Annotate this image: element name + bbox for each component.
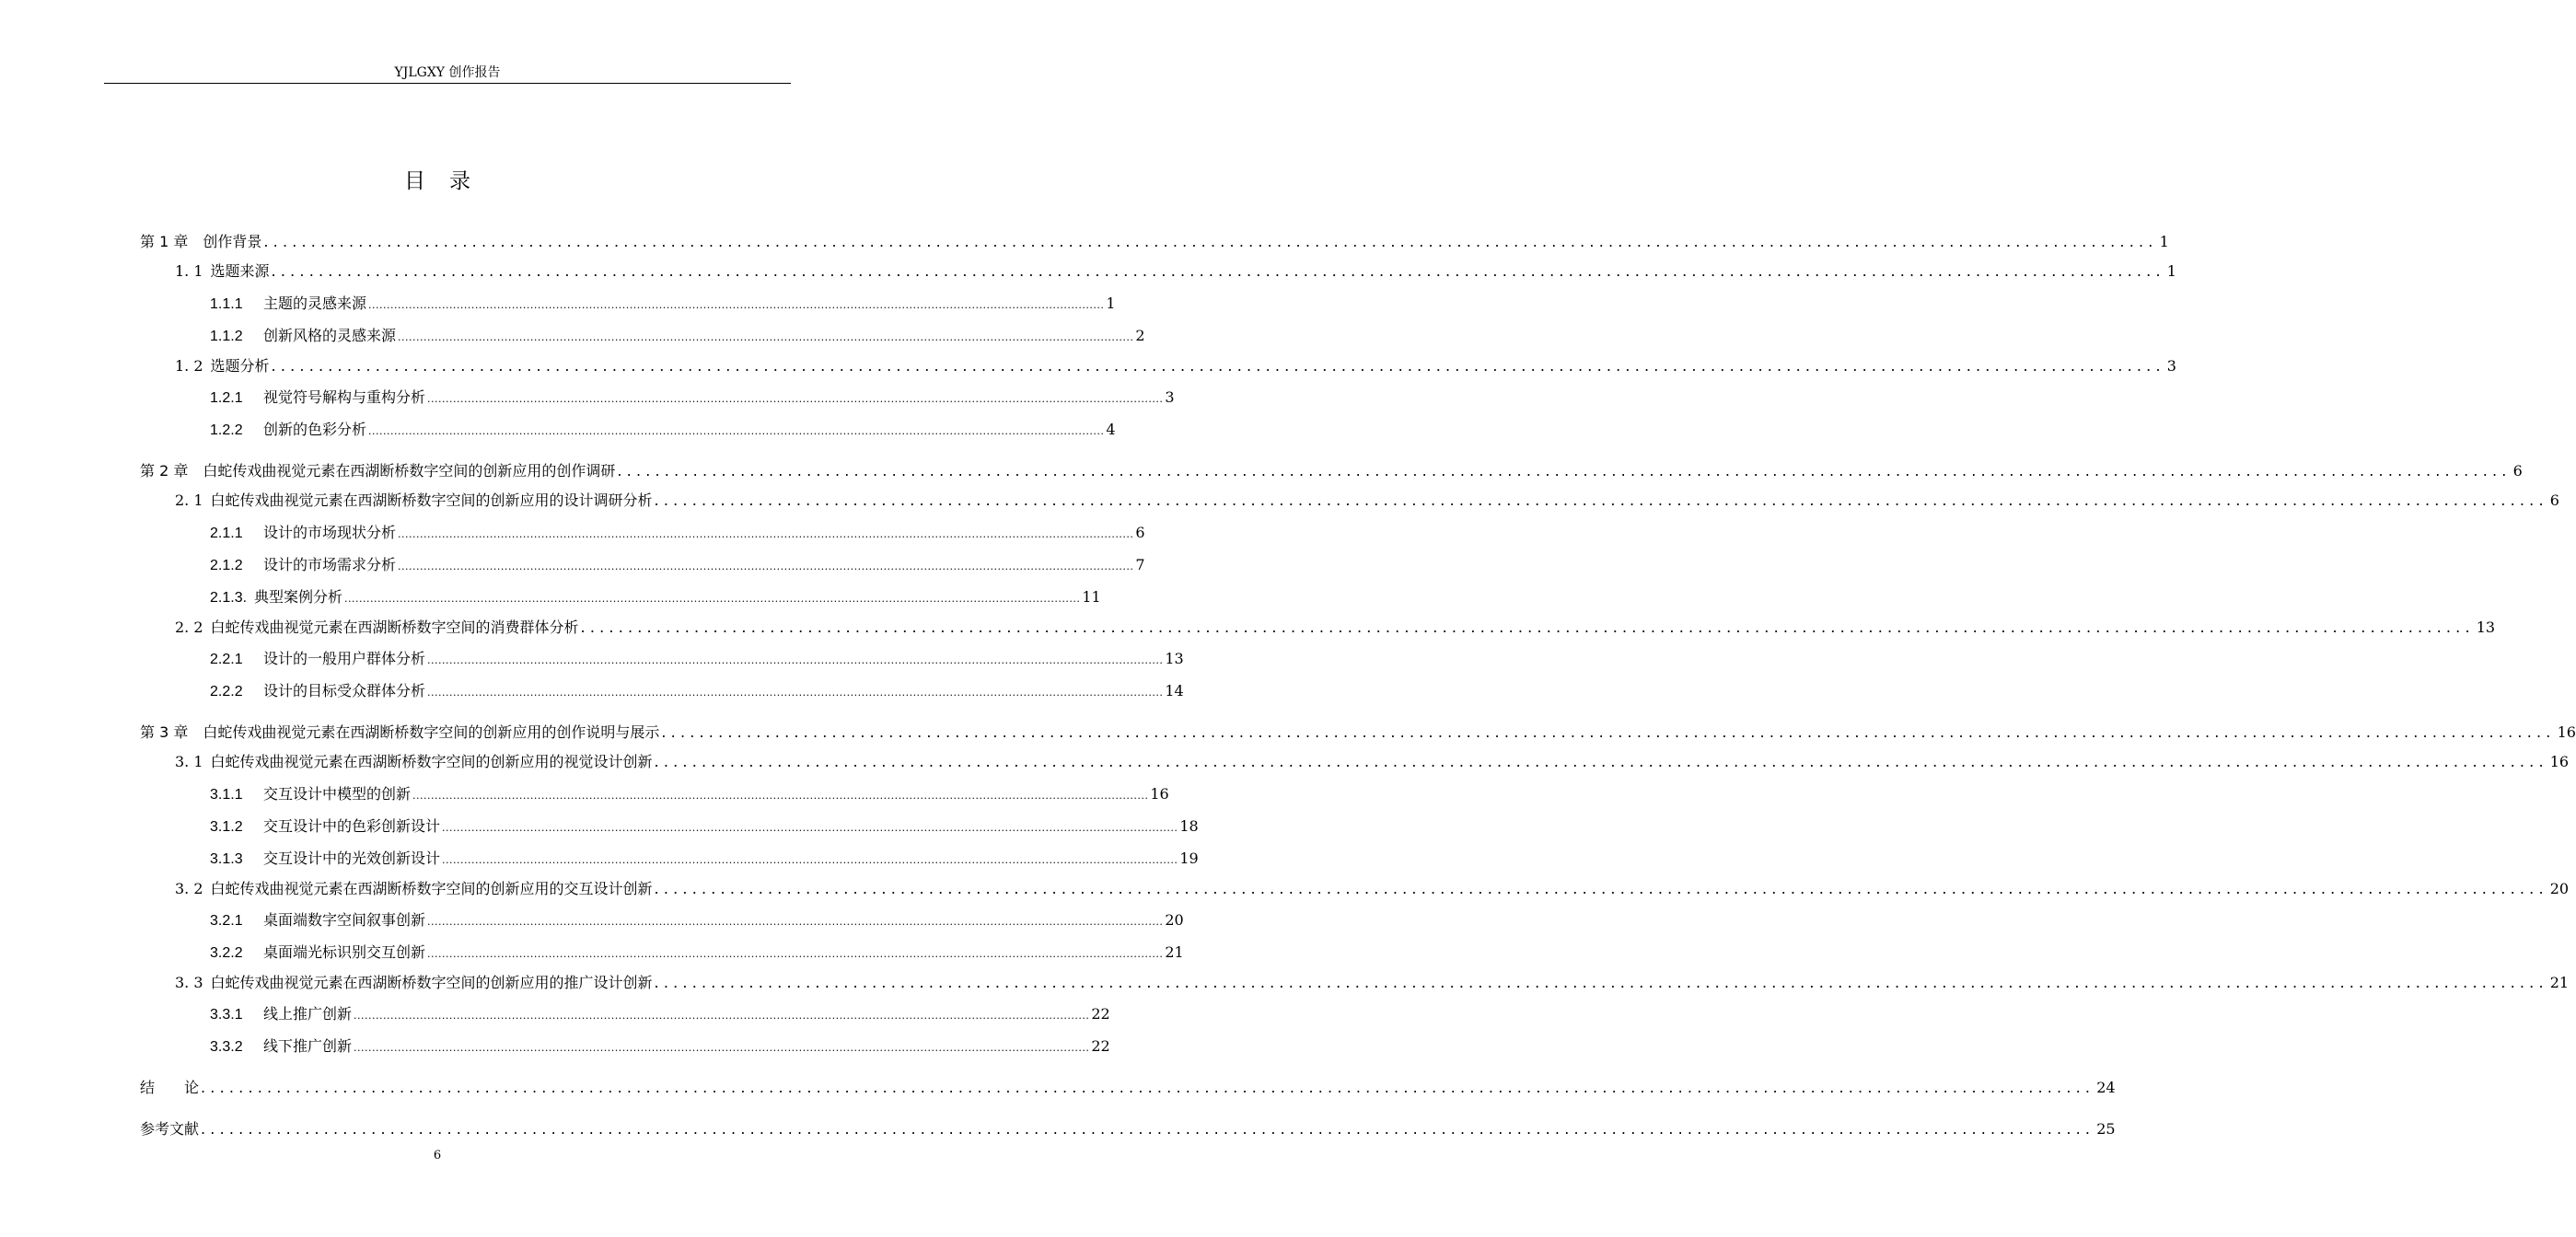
toc-entry-title: 线下推广创新 [263, 1037, 353, 1055]
toc-entry-page: 19 [1179, 850, 1199, 867]
toc-entry[interactable] [175, 617, 2496, 639]
toc-entry-number: 1.2.2 [210, 422, 243, 438]
toc-entry[interactable] [210, 783, 1169, 805]
toc-entry-page: 6 [2549, 491, 2559, 509]
toc-entry[interactable] [210, 325, 1145, 347]
toc-entry-title: 参考文献 [140, 1120, 200, 1138]
toc-dot-leader: ........................................................................................................................................................................................................ [201, 1079, 2095, 1096]
toc-entry-title: 创新的色彩分析 [263, 421, 367, 438]
toc-entry-title: 视觉符号解构与重构分析 [263, 388, 426, 406]
toc-entry-title: 白蛇传戏曲视觉元素在西湖断桥数字空间的创新应用的视觉设计创新 [210, 753, 653, 770]
toc-dot-leader: ........................................................................................................................................................................................................ [354, 1010, 1090, 1022]
toc-entry-page: 13 [2476, 618, 2496, 636]
toc-dot-leader: ........................................................................................................................................................................................................ [427, 393, 1164, 405]
toc-dot-leader: ........................................................................................................................................................................................................ [427, 687, 1164, 699]
toc-entry[interactable] [175, 972, 2570, 994]
toc-entry-page: 2 [1135, 327, 1145, 344]
toc-entry-title: 桌面端数字空间叙事创新 [263, 911, 426, 929]
toc-entry[interactable] [175, 490, 2559, 512]
toc-entry[interactable] [175, 878, 2570, 900]
toc-entry-number: 3.1.1 [210, 787, 243, 803]
toc-entry-number: 1.2.1 [210, 390, 243, 406]
toc-dot-leader: ........................................................................................................................................................................................................ [368, 425, 1105, 437]
toc-entry[interactable] [140, 1118, 2116, 1140]
toc-dot-leader: ........................................................................................................................................................................................................ [580, 618, 2475, 636]
toc-entry[interactable] [210, 522, 1145, 544]
toc-entry-title: 交互设计中的色彩创新设计 [263, 817, 441, 835]
toc-dot-leader: ........................................................................................................................................................................................................ [654, 880, 2548, 897]
toc-entry-title: 创新风格的灵感来源 [263, 327, 397, 344]
toc-entry[interactable] [175, 355, 2176, 377]
toc-entry-number: 1.1.2 [210, 329, 243, 344]
toc-entry-page: 22 [1091, 1005, 1110, 1023]
toc-entry-page: 1 [1106, 295, 1116, 312]
toc-entry-title: 主题的灵感来源 [263, 295, 367, 312]
toc-dot-leader: ........................................................................................................................................................................................................ [442, 854, 1178, 866]
toc-entry[interactable] [175, 751, 2570, 773]
toc-entry-title: 白蛇传戏曲视觉元素在西湖断桥数字空间的创新应用的推广设计创新 [210, 974, 653, 991]
toc-dot-leader: ........................................................................................................................................................................................................ [412, 790, 1149, 802]
toc-entry-title: 白蛇传戏曲视觉元素在西湖断桥数字空间的创新应用的交互设计创新 [210, 880, 653, 897]
toc-entry-number: 2.1.3. [210, 590, 248, 606]
toc-entry-number: 1. 2 [175, 357, 203, 375]
toc-entry[interactable] [210, 848, 1199, 870]
toc-entry[interactable] [210, 680, 1184, 702]
toc-entry-number: 3.3.1 [210, 1007, 243, 1023]
toc-dot-leader: ........................................................................................................................................................................................................ [654, 753, 2548, 770]
toc-entry-page: 20 [2549, 880, 2570, 897]
toc-entry-title: 交互设计中模型的创新 [263, 785, 412, 803]
toc-entry-title: 线上推广创新 [263, 1005, 353, 1023]
toc-entry-page: 21 [1165, 943, 1184, 961]
toc-dot-leader: ........................................................................................................................................................................................................ [271, 357, 2165, 375]
toc-entry-page: 6 [1135, 524, 1145, 541]
toc-dot-leader: ........................................................................................................................................................................................................ [427, 916, 1164, 928]
page-title: 目录 [404, 169, 494, 193]
toc-entry-page: 11 [1082, 588, 1101, 606]
toc-entry-number: 3.3.2 [210, 1039, 243, 1055]
toc-entry-title: 设计的市场需求分析 [263, 556, 397, 573]
toc-entry[interactable] [210, 586, 1101, 608]
toc-entry-page: 13 [1165, 650, 1184, 667]
toc-entry-title: 设计的目标受众群体分析 [263, 682, 426, 699]
toc-entry-number: 3.2.1 [210, 913, 243, 929]
toc-entry-title: 交互设计中的光效创新设计 [263, 850, 441, 867]
toc-entry-number: 2.2.1 [210, 652, 243, 667]
toc-entry-page: 3 [2166, 357, 2176, 375]
toc-dot-leader: ........................................................................................................................................................................................................ [368, 299, 1105, 311]
toc-entry-title: 结 论 [140, 1079, 200, 1096]
running-header: YJLGXY 创作报告 [394, 65, 501, 80]
toc-dot-leader: ........................................................................................................................................................................................................ [201, 1120, 2095, 1138]
toc-dot-leader: ........................................................................................................................................................................................................ [354, 1042, 1090, 1054]
toc-dot-leader: ........................................................................................................................................................................................................ [263, 233, 2158, 250]
toc-entry-page: 14 [1165, 682, 1184, 699]
toc-entry[interactable] [210, 1003, 1110, 1025]
toc-entry-number: 3.1.3 [210, 851, 243, 867]
toc-dot-leader: ........................................................................................................................................................................................................ [427, 948, 1164, 960]
toc-entry-page: 21 [2549, 974, 2570, 991]
toc-dot-leader: ........................................................................................................................................................................................................ [398, 331, 1134, 343]
toc-entry-number: 3. 1 [175, 753, 203, 770]
toc-entry[interactable] [210, 293, 1116, 315]
toc-dot-leader: ........................................................................................................................................................................................................ [344, 593, 1081, 605]
toc-entry[interactable] [175, 260, 2176, 283]
toc-entry-title: 白蛇传戏曲视觉元素在西湖断桥数字空间的创新应用的设计调研分析 [210, 491, 653, 509]
toc-entry-number: 第 3 章 [140, 723, 189, 741]
toc-entry-number: 1. 1 [175, 262, 203, 280]
toc-entry-title: 白蛇传戏曲视觉元素在西湖断桥数字空间的创新应用的创作说明与展示 [203, 723, 660, 741]
toc-entry-page: 1 [2159, 233, 2169, 250]
toc-entry[interactable] [210, 648, 1184, 670]
toc-dot-leader: ........................................................................................................................................................................................................ [427, 654, 1164, 666]
toc-entry-page: 16 [2557, 723, 2576, 741]
toc-dot-leader: ........................................................................................................................................................................................................ [398, 528, 1134, 540]
toc-entry[interactable] [210, 909, 1184, 931]
toc-dot-leader: ........................................................................................................................................................................................................ [617, 462, 2512, 480]
toc-entry-number: 1.1.1 [210, 296, 243, 312]
toc-entry-title: 设计的市场现状分析 [263, 524, 397, 541]
page-number: 6 [433, 1149, 442, 1162]
toc-entry-page: 4 [1106, 421, 1116, 438]
toc-entry-page: 25 [2096, 1120, 2116, 1138]
toc-entry-title: 白蛇传戏曲视觉元素在西湖断桥数字空间的创新应用的创作调研 [203, 462, 616, 480]
toc-entry-number: 3. 2 [175, 880, 203, 897]
toc-entry[interactable] [140, 460, 2523, 482]
toc-dot-leader: ........................................................................................................................................................................................................ [661, 723, 2556, 741]
toc-dot-leader: ........................................................................................................................................................................................................ [271, 262, 2165, 280]
toc-entry-title: 设计的一般用户群体分析 [263, 650, 426, 667]
toc-entry-number: 第 2 章 [140, 462, 189, 480]
toc-entry-page: 20 [1165, 911, 1184, 929]
toc-entry-number: 2.1.2 [210, 558, 243, 573]
toc-dot-leader: ........................................................................................................................................................................................................ [654, 974, 2548, 991]
toc-entry-title: 桌面端光标识别交互创新 [263, 943, 426, 961]
toc-entry-number: 第 1 章 [140, 233, 189, 250]
toc-entry[interactable] [140, 722, 2576, 744]
toc-entry-page: 1 [2166, 262, 2176, 280]
toc-entry-number: 2.2.2 [210, 684, 243, 699]
toc-entry-page: 16 [1150, 785, 1169, 803]
toc-entry-number: 3.1.2 [210, 819, 243, 835]
toc-entry-title: 选题来源 [210, 262, 270, 280]
toc-entry[interactable] [140, 231, 2169, 253]
toc-entry-page: 24 [2096, 1079, 2116, 1096]
toc-entry[interactable] [210, 942, 1184, 964]
toc-dot-leader: ........................................................................................................................................................................................................ [442, 822, 1178, 834]
toc-entry[interactable] [210, 554, 1145, 576]
toc-entry-page: 22 [1091, 1037, 1110, 1055]
toc-entry-title: 典型案例分析 [254, 588, 343, 606]
toc-entry-page: 3 [1165, 388, 1175, 406]
toc-entry[interactable] [140, 1077, 2116, 1099]
toc-entry-number: 2. 1 [175, 491, 203, 509]
toc-entry-number: 3.2.2 [210, 945, 243, 961]
toc-entry-page: 7 [1135, 556, 1145, 573]
toc-entry-number: 3. 3 [175, 974, 203, 991]
toc-entry-number: 2.1.1 [210, 526, 243, 541]
toc-entry-number: 2. 2 [175, 618, 203, 636]
toc-dot-leader: ........................................................................................................................................................................................................ [398, 561, 1134, 572]
toc-entry[interactable] [210, 1035, 1110, 1058]
toc-entry-title: 创作背景 [203, 233, 262, 250]
toc-entry[interactable] [210, 419, 1116, 441]
toc-dot-leader: ........................................................................................................................................................................................................ [654, 491, 2548, 509]
toc-entry[interactable] [210, 815, 1199, 838]
toc-entry-title: 白蛇传戏曲视觉元素在西湖断桥数字空间的消费群体分析 [210, 618, 579, 636]
toc-entry[interactable] [210, 387, 1175, 409]
toc-entry-page: 6 [2512, 462, 2523, 480]
toc-entry-title: 选题分析 [210, 357, 270, 375]
toc-entry-page: 16 [2549, 753, 2570, 770]
toc-entry-page: 18 [1179, 817, 1199, 835]
